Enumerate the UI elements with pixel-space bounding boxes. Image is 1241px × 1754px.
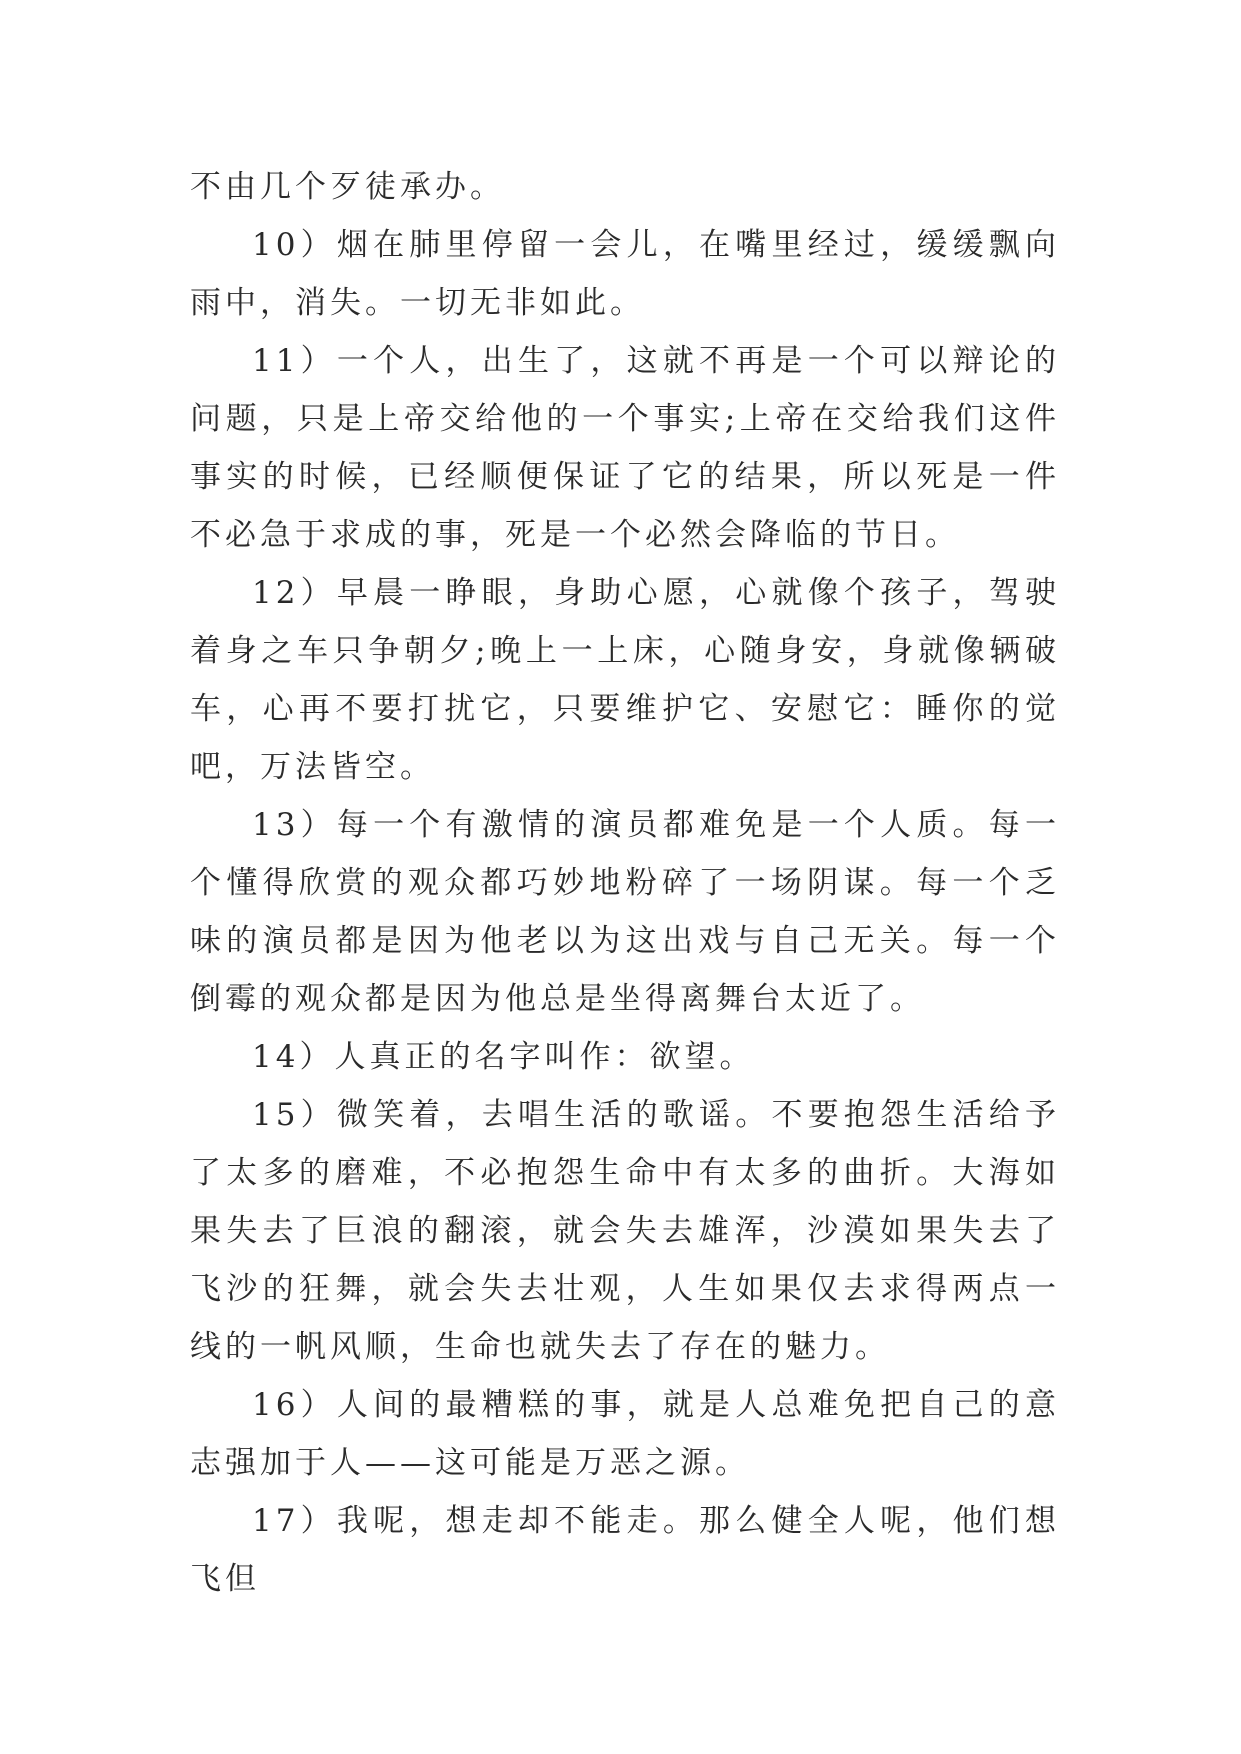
paragraph-12: 12）早晨一睁眼，身助心愿，心就像个孩子，驾驶着身之车只争朝夕;晚上一上床，心随身安，身就像辆破车，心再不要打扰它，只要维护它、安慰它：睡你的觉吧，万法皆空。 — [190, 575, 1060, 785]
paragraph-16: 16）人间的最糟糕的事，就是人总难免把自己的意志强加于人——这可能是万恶之源。 — [190, 1387, 1060, 1481]
paragraph-continuation: 不由几个歹徒承办。 — [190, 169, 505, 205]
paragraph-17: 17）我呢，想走却不能走。那么健全人呢，他们想飞但 — [190, 1503, 1060, 1597]
paragraph-15: 15）微笑着，去唱生活的歌谣。不要抱怨生活给予了太多的磨难，不必抱怨生命中有太多的曲折。大海如果失去了巨浪的翻滚，就会失去雄浑，沙漠如果失去了飞沙的狂舞，就会失去壮观，人生如果仅去求得两点一线的一帆风顺，生命也就失去了存在的魅力。 — [190, 1097, 1060, 1365]
document-page — [190, 158, 1060, 1608]
paragraph-11: 11）一个人，出生了，这就不再是一个可以辩论的问题，只是上帝交给他的一个事实;上帝在交给我们这件事实的时候，已经顺便保证了它的结果，所以死是一件不必急于求成的事，死是一个必然会降临的节日。 — [190, 343, 1060, 553]
paragraph-14: 14）人真正的名字叫作：欲望。 — [252, 1039, 755, 1075]
paragraph-10: 10）烟在肺里停留一会儿，在嘴里经过，缓缓飘向雨中，消失。一切无非如此。 — [190, 227, 1060, 321]
paragraph-13: 13）每一个有激情的演员都难免是一个人质。每一个懂得欣赏的观众都巧妙地粉碎了一场阴谋。每一个乏味的演员都是因为他老以为这出戏与自己无关。每一个倒霉的观众都是因为他总是坐得离舞台太近了。 — [190, 807, 1060, 1017]
